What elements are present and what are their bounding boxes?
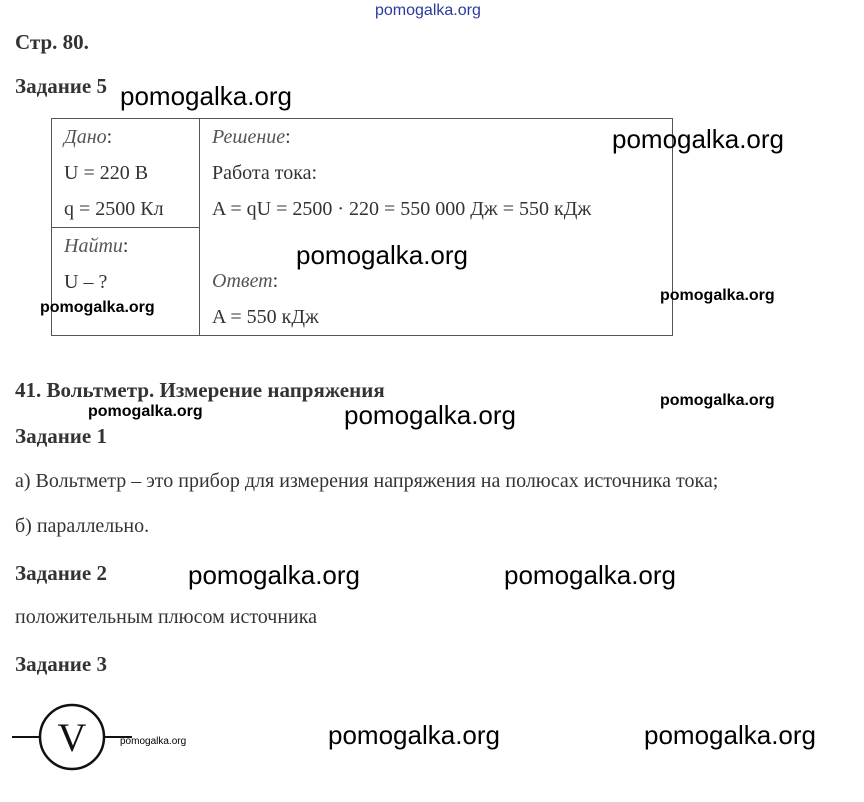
watermark: pomogalka.org — [40, 299, 155, 316]
task1-answer-b: б) параллельно. — [15, 515, 150, 537]
watermark: pomogalka.org — [296, 240, 468, 270]
find-cell: Найти: U – ? — [52, 228, 200, 336]
solution-line-2: A = qU = 2500 · 220 = 550 000 Дж = 550 кДж — [212, 198, 592, 220]
voltmeter-symbol-icon — [12, 702, 136, 772]
find-value: U – ? — [64, 271, 108, 293]
task3-heading: Задание 3 — [15, 652, 107, 676]
watermark-top: pomogalka.org — [375, 2, 481, 19]
watermark: pomogalka.org — [88, 403, 203, 420]
given-q: q = 2500 Кл — [64, 198, 164, 220]
given-label: Дано — [64, 126, 107, 148]
find-label: Найти — [64, 235, 123, 257]
watermark: pomogalka.org — [344, 400, 516, 430]
given-cell: Дано: U = 220 В q = 2500 Кл — [52, 119, 200, 228]
task2-heading: Задание 2 — [15, 561, 107, 585]
task1-heading: Задание 1 — [15, 424, 107, 448]
watermark: pomogalka.org — [504, 560, 676, 590]
task1-answer-a: а) Вольтметр – это прибор для измерения напряжения на полюсах источника тока; — [15, 470, 719, 492]
watermark: pomogalka.org — [612, 124, 784, 154]
answer-label: Ответ — [212, 270, 273, 292]
page-ref: Стр. 80. — [15, 30, 89, 54]
solution-line-1: Работа тока: — [212, 162, 318, 184]
watermark: pomogalka.org — [188, 560, 360, 590]
voltmeter-letter: V — [57, 715, 87, 760]
watermark: pomogalka.org — [120, 81, 292, 111]
solution-cell: Решение: Работа тока: A = qU = 2500 · 220 = 550 000 Дж = 550 кДж Ответ: A = 550 кДж — [200, 119, 673, 336]
section41-title: 41. Вольтметр. Измерение напряжения — [15, 378, 385, 402]
task5-heading: Задание 5 — [15, 74, 107, 98]
watermark: pomogalka.org — [644, 720, 816, 750]
task2-answer: положительным плюсом источника — [15, 606, 318, 628]
watermark: pomogalka.org — [328, 720, 500, 750]
given-u: U = 220 В — [64, 162, 149, 184]
watermark: pomogalka.org — [660, 392, 775, 409]
watermark: pomogalka.org — [660, 287, 775, 304]
watermark: pomogalka.org — [120, 736, 187, 747]
solution-label: Решение — [212, 126, 286, 148]
answer-value: A = 550 кДж — [212, 306, 319, 328]
